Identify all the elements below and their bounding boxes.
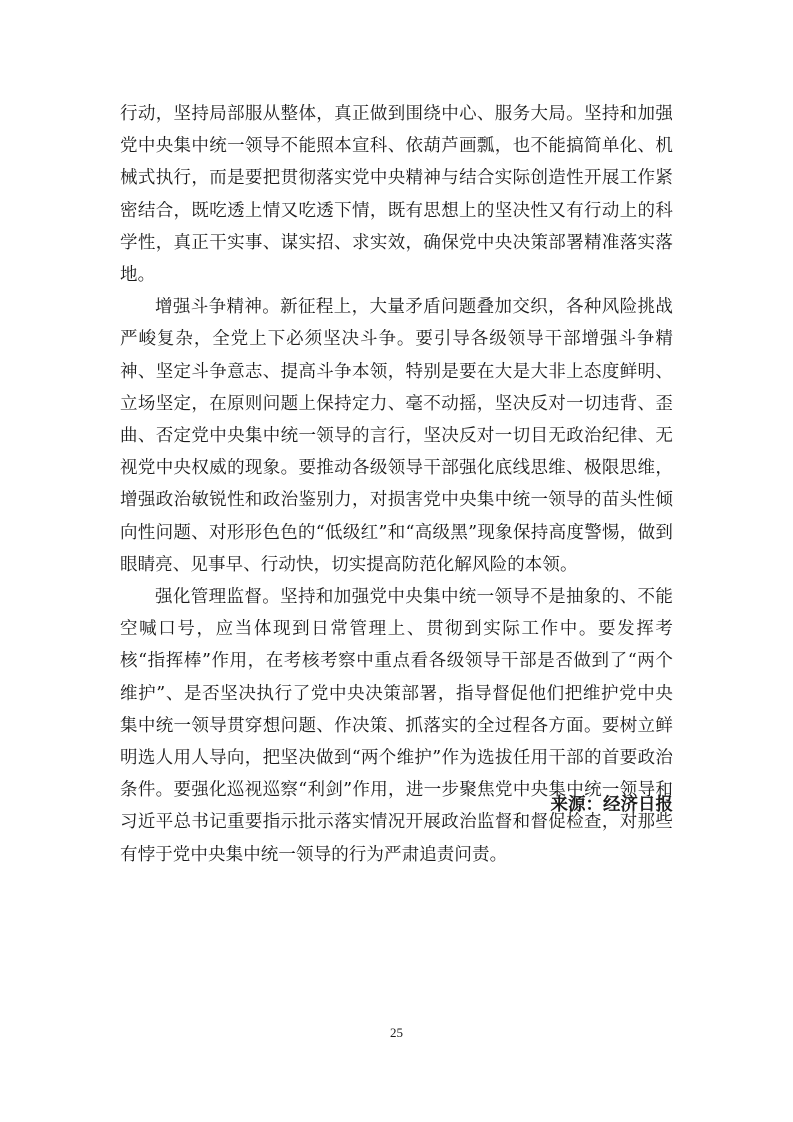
source-attribution: 来源：经济日报: [550, 795, 673, 815]
paragraph-struggle-spirit: 增强斗争精神。新征程上，大量矛盾问题叠加交织，各种风险挑战严峻复杂，全党上下必须坚决斗争。要引导各级领导干部增强斗争精神、坚定斗争意志、提高斗争本领，特别是要在大是大非上态度鲜明、立场坚定，在原则问题上保持定力、毫不动摇，坚决反对一切违背、歪曲、否定党中央集中统一领导的言行，坚决反对一切目无政治纪律、无视党中央权威的现象。要推动各级领导干部强化底线思维、极限思维，增强政治敏锐性和政治鉴别力，对损害党中央集中统一领导的苗头性倾向性问题、对形形色色的“低级红”和“高级黑”现象保持高度警惕，做到眼睛亮、见事早、行动快，切实提高防范化解风险的本领。: [120, 297, 673, 575]
paragraph-management-supervision: 强化管理监督。坚持和加强党中央集中统一领导不是抽象的、不能空喊口号，应当体现到日常管理上、贯彻到实际工作中。要发挥考核“指挥棒”作用，在考核考察中重点看各级领导干部是否做到了“两个维护”、是否坚决执行了党中央决策部署，指导督促他们把维护党中央集中统一领导贯穿想问题、作决策、抓落实的全过程各方面。要树立鲜明选人用人导向，把坚决做到“两个维护”作为选拔任用干部的首要政治条件。要强化巡视巡察“利剑”作用，进一步聚焦党中央集中统一领导和习近平总书记重要指示批示落实情况开展政治监督和督促检查，对那些有悖于党中央集中统一领导的行为严肃追责问责。: [120, 587, 673, 865]
page-number: 25: [390, 1025, 403, 1040]
article-body: [120, 98, 673, 871]
paragraph-continuation: 行动，坚持局部服从整体，真正做到围绕中心、服务大局。坚持和加强党中央集中统一领导不能照本宣科、依葫芦画瓢，也不能搞简单化、机械式执行，而是要把贯彻落实党中央精神与结合实际创造性开展工作紧密结合，既吃透上情又吃透下情，既有思想上的坚决性又有行动上的科学性，真正干实事、谋实招、求实效，确保党中央决策部署精准落实落地。: [120, 104, 673, 286]
